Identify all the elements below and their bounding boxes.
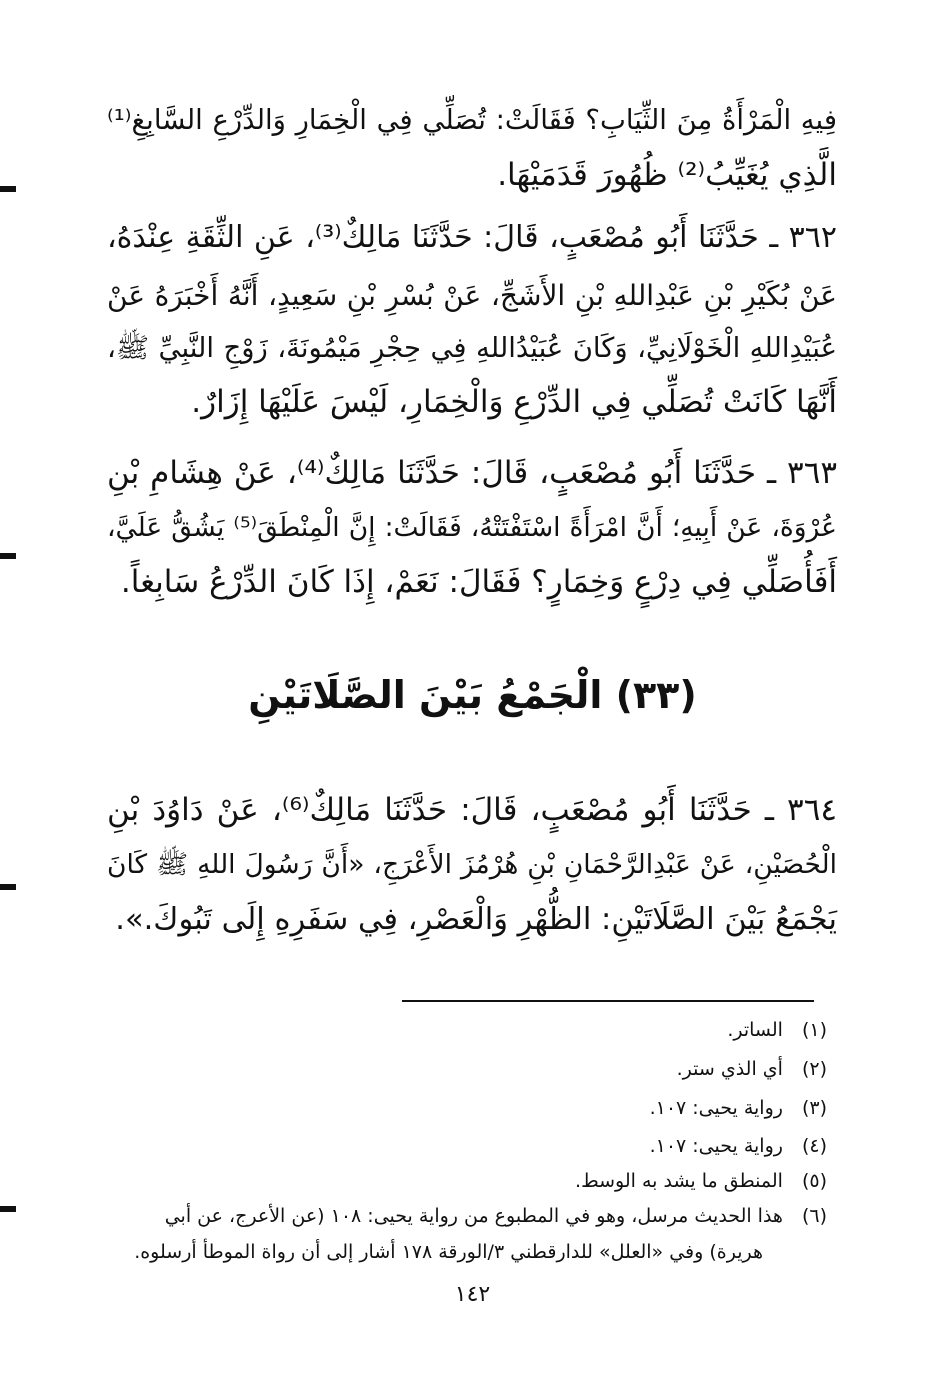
footnote-text: رواية يحيى: ١٠٧.: [649, 1097, 783, 1119]
hadith-364-line: ٣٦٤ ـ حَدَّثَنَا أَبُو مُصْعَبٍ، قَالَ: حَدَّثَنَا مَالِكٌ⁽⁶⁾، عَنْ دَاوُدَ بْنِ: [107, 792, 837, 828]
page-number: ١٤٢: [454, 1282, 491, 1307]
footnote-text: أي الذي ستر.: [676, 1058, 783, 1080]
footnote-number: (٥): [801, 1170, 827, 1192]
chapter-heading: (٣٣) الْجَمْعُ بَيْنَ الصَّلَاتَيْنِ: [248, 673, 697, 717]
text-line: يَجْمَعُ بَيْنَ الصَّلَاتَيْنِ: الظُّهْرِ وَالْعَصْرِ، فِي سَفَرِهِ إِلَى تَبُوكَ.».: [115, 902, 837, 937]
text-line: عَنْ بُكَيْرِ بْنِ عَبْدِاللهِ بْنِ الأَشَجِّ، عَنْ بُسْرِ بْنِ سَعِيدٍ، أَنَّهُ أَخْبَرَهُ عَنْ: [107, 279, 837, 312]
footnote: [107, 1057, 827, 1081]
text-line: فِيهِ الْمَرْأَةُ مِنَ الثِّيَابِ؟ فَقَالَتْ: تُصَلِّي فِي الْخِمَارِ وَالدِّرْعِ السَّابِغِ⁽¹⁾: [107, 104, 837, 136]
footnote: [107, 1018, 827, 1042]
edge-mark: [0, 553, 16, 559]
footnote: [107, 1134, 827, 1158]
edge-mark: [0, 186, 16, 192]
edge-mark: [0, 1206, 16, 1212]
footnote-text: هذا الحديث مرسل، وهو في المطبوع من رواية يحيى: ١٠٨ (عن الأعرج، عن أبي: [164, 1205, 783, 1227]
footnote-text: الساتر.: [727, 1019, 783, 1041]
hadith-363-line: ٣٦٣ ـ حَدَّثَنَا أَبُو مُصْعَبٍ، قَالَ: حَدَّثَنَا مَالِكٌ⁽⁴⁾، عَنْ هِشَامِ بْنِ: [107, 455, 837, 491]
text-line: أَنَّهَا كَانَتْ تُصَلِّي فِي الدِّرْعِ وَالْخِمَارِ، لَيْسَ عَلَيْهَا إِزَارٌ.: [191, 384, 837, 420]
footnote-text: رواية يحيى: ١٠٧.: [649, 1135, 783, 1157]
footnote-number: (٤): [801, 1135, 827, 1157]
footnote: [107, 1169, 827, 1193]
footnote: [107, 1204, 827, 1228]
footnote-number: (٦): [801, 1205, 827, 1227]
text-line: عُرْوَةَ، عَنْ أَبِيهِ؛ أَنَّ امْرَأَةً اسْتَفْتَتْهُ، فَقَالَتْ: إِنَّ الْمِنْطَقَ⁽⁵⁾ يَشُقُّ عَلَيَّ،: [107, 512, 837, 543]
footnote-number: (٢): [801, 1058, 827, 1080]
edge-mark: [0, 884, 16, 890]
hadith-362-line: ٣٦٢ ـ حَدَّثَنَا أَبُو مُصْعَبٍ، قَالَ: حَدَّثَنَا مَالِكٌ⁽³⁾، عَنِ الثِّقَةِ عِنْدَهُ،: [107, 220, 837, 255]
text-line: الْحُصَيْنِ، عَنْ عَبْدِالرَّحْمَانِ بْنِ هُرْمُزَ الأَعْرَجِ، «أَنَّ رَسُولَ اللهِ ﷺ كَانَ: [107, 849, 837, 880]
footnote-separator: [402, 1000, 814, 1002]
footnote-continuation: هريرة) وفي «العلل» للدارقطني ٣/الورقة ١٧٨ أشار إلى أن رواة الموطأ أرسلوه.: [134, 1241, 763, 1263]
text-line: الَّذِي يُغَيِّبُ⁽²⁾ ظُهُورَ قَدَمَيْهَا.: [497, 157, 837, 193]
footnote: [107, 1096, 827, 1120]
footnote-text: المنطق ما يشد به الوسط.: [575, 1170, 783, 1192]
footnote-number: (٣): [801, 1097, 827, 1119]
footnote-number: (١): [801, 1019, 827, 1041]
text-line: عُبَيْدِاللهِ الْخَوْلَانِيِّ، وَكَانَ عُبَيْدُاللهِ فِي حِجْرِ مَيْمُونَةَ، زَوْجِ النَّبِيِّ ﷺ،: [107, 332, 837, 364]
text-line: أَفَأُصَلِّي فِي دِرْعٍ وَخِمَارٍ؟ فَقَالَ: نَعَمْ، إِذَا كَانَ الدِّرْعُ سَابِغاً.: [120, 564, 837, 600]
